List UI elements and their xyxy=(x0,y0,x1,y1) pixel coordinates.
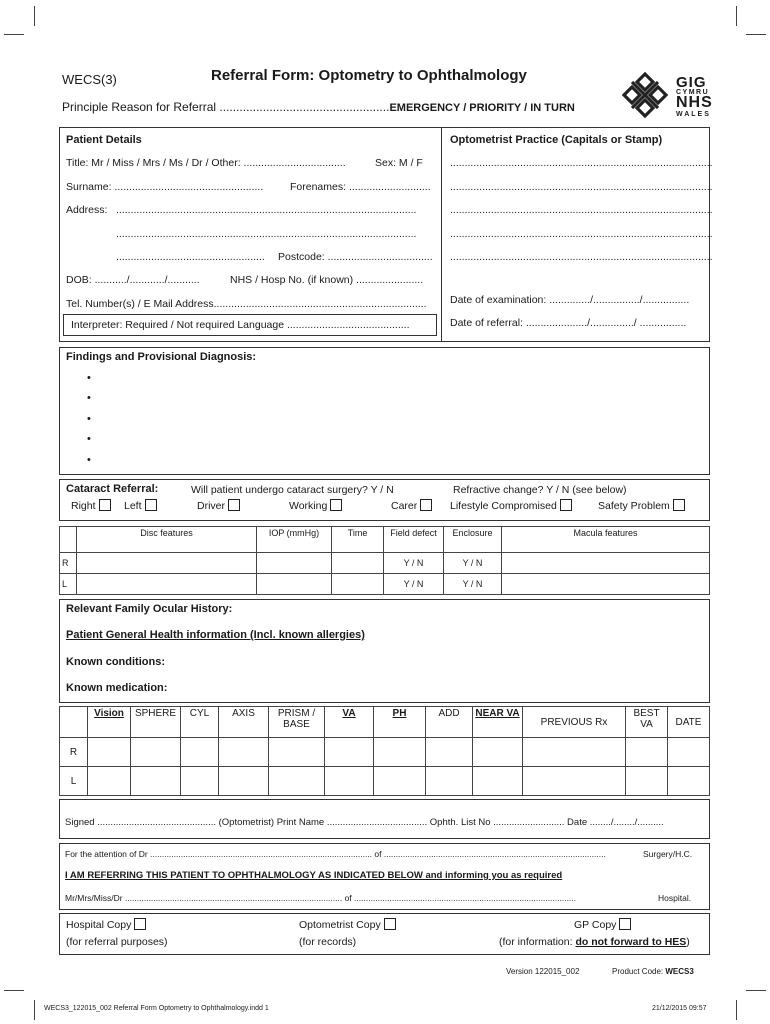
nhs-wales-logo xyxy=(620,70,720,122)
print-datetime: 21/12/2015 09:57 xyxy=(652,1005,707,1012)
patient-details-heading: Patient Details xyxy=(66,134,142,146)
refraction-cell[interactable] xyxy=(626,767,668,796)
product-code-value: WECS3 xyxy=(665,967,694,976)
practice-line[interactable]: .......................................................................................... xyxy=(450,181,713,193)
patient-nhs-number-field[interactable]: NHS / Hosp No. (if known) ....................... xyxy=(230,274,424,286)
gp-copy-checkbox[interactable] xyxy=(619,918,631,930)
exam-date-field[interactable]: Date of examination: ............../................/................ xyxy=(450,294,690,306)
refraction-cell[interactable] xyxy=(269,738,325,767)
findings-bullet[interactable]: • xyxy=(87,392,91,404)
optometrist-copy-checkbox[interactable] xyxy=(384,918,396,930)
refraction-header-row xyxy=(60,707,710,738)
refraction-cell[interactable] xyxy=(374,767,426,796)
lifestyle-label: Lifestyle Compromised xyxy=(450,500,557,512)
patient-address-label: Address: xyxy=(66,204,108,216)
eye-table-header: Macula features xyxy=(502,527,710,553)
gp-copy-note xyxy=(499,936,690,948)
findings-bullet[interactable]: • xyxy=(87,372,91,384)
hospital-copy-option[interactable] xyxy=(66,918,146,931)
refraction-cell[interactable] xyxy=(131,767,181,796)
attention-surgery-label: Surgery/H.C. xyxy=(643,849,693,859)
findings-bullet[interactable]: • xyxy=(87,433,91,445)
gp-copy-label: GP Copy xyxy=(574,919,617,931)
refraction-cell[interactable] xyxy=(181,767,219,796)
refraction-header: PRISM / BASE xyxy=(269,707,325,738)
patient-title-field[interactable]: Title: Mr / Miss / Mrs / Ms / Dr / Other: ................................... xyxy=(66,157,346,169)
referral-reason xyxy=(62,100,575,114)
practice-heading: Optometrist Practice (Capitals or Stamp) xyxy=(450,134,663,146)
refraction-cell[interactable] xyxy=(523,738,626,767)
referral-reason-label: Principle Reason for Referral ................................................... xyxy=(62,100,390,114)
eye-table-header: Enclosure xyxy=(444,527,502,553)
eye-table-cell[interactable]: Y / N xyxy=(384,553,444,574)
right-eye-option[interactable] xyxy=(71,499,111,512)
refraction-cell[interactable] xyxy=(426,767,473,796)
refraction-cell[interactable] xyxy=(473,767,523,796)
practice-line[interactable]: .......................................................................................... xyxy=(450,204,713,216)
gp-copy-option[interactable] xyxy=(574,918,631,931)
known-medication-label: Known medication: xyxy=(66,682,168,694)
eye-table-header-row xyxy=(60,527,710,553)
practice-line[interactable]: .......................................................................................... xyxy=(450,228,713,240)
refraction-cell[interactable] xyxy=(426,738,473,767)
right-eye-checkbox[interactable] xyxy=(99,499,111,511)
safety-checkbox[interactable] xyxy=(673,499,685,511)
findings-box xyxy=(59,347,710,475)
hospital-copy-label: Hospital Copy xyxy=(66,919,132,931)
eye-table-header: IOP (mmHg) xyxy=(257,527,332,553)
left-eye-checkbox[interactable] xyxy=(145,499,157,511)
refraction-header: PH xyxy=(374,707,426,738)
refraction-cell[interactable] xyxy=(473,738,523,767)
findings-bullet[interactable]: • xyxy=(87,413,91,425)
eye-table-cell: L xyxy=(60,574,77,595)
patient-surname-field[interactable]: Surname: ................................................... xyxy=(66,181,264,193)
refraction-header: AXIS xyxy=(219,707,269,738)
logo-cymru: CYMRU xyxy=(676,89,710,96)
refractive-change-question[interactable]: Refractive change? Y / N (see below) xyxy=(453,484,627,496)
refraction-cell[interactable] xyxy=(668,767,710,796)
patient-postcode-field[interactable]: Postcode: .................................... xyxy=(278,251,433,263)
findings-bullet[interactable]: • xyxy=(87,454,91,466)
eye-table-cell[interactable] xyxy=(77,574,257,595)
general-health-heading: Patient General Health information (Incl. known allergies) xyxy=(66,629,365,641)
gp-copy-note-start: (for information: xyxy=(499,936,576,948)
patient-address-line2[interactable]: ....................................................................................................... xyxy=(116,228,417,240)
hospital-copy-note: (for referral purposes) xyxy=(66,936,168,948)
refraction-cell[interactable] xyxy=(131,738,181,767)
lifestyle-option[interactable] xyxy=(450,499,572,512)
findings-heading: Findings and Provisional Diagnosis: xyxy=(66,351,257,363)
cataract-heading: Cataract Referral: xyxy=(66,483,159,495)
patient-contact-field[interactable]: Tel. Number(s) / E Mail Address......................................................................... xyxy=(66,298,427,310)
eye-table-header: Time xyxy=(332,527,384,553)
lifestyle-checkbox[interactable] xyxy=(560,499,572,511)
safety-option[interactable] xyxy=(598,499,685,512)
celtic-knot-icon xyxy=(620,70,670,120)
refraction-header: VA xyxy=(325,707,374,738)
eye-table-cell[interactable] xyxy=(257,574,332,595)
refraction-cell[interactable] xyxy=(219,767,269,796)
refraction-header: CYL xyxy=(181,707,219,738)
refraction-cell[interactable] xyxy=(523,767,626,796)
refraction-header: DATE xyxy=(668,707,710,738)
eye-table-header: Disc features xyxy=(77,527,257,553)
optometrist-copy-label: Optometrist Copy xyxy=(299,919,381,931)
refraction-cell[interactable] xyxy=(219,738,269,767)
interpreter-field[interactable]: Interpreter: Required / Not required Language .......................................... xyxy=(71,319,410,331)
patient-address-line1[interactable]: ....................................................................................................... xyxy=(116,204,417,216)
refraction-header: NEAR VA xyxy=(473,707,523,738)
right-eye-label: Right xyxy=(71,500,96,512)
practice-line[interactable]: .......................................................................................... xyxy=(450,157,713,169)
driver-label: Driver xyxy=(197,500,225,512)
eye-table-cell[interactable]: Y / N xyxy=(384,574,444,595)
logo-wales: WALES xyxy=(676,111,711,118)
eye-table-cell[interactable] xyxy=(257,553,332,574)
refraction-header: Vision xyxy=(88,707,131,738)
signature-line[interactable]: Signed ............................................. (Optometrist) Print Name ...................................... Ophth. List No ........................... Date ......../......../.......... xyxy=(65,817,664,828)
carer-option[interactable] xyxy=(391,499,432,512)
crop-mark xyxy=(746,34,766,35)
refraction-cell[interactable] xyxy=(668,738,710,767)
attention-hospital-label: Hospital. xyxy=(658,893,692,903)
crop-mark xyxy=(34,6,35,26)
carer-checkbox[interactable] xyxy=(420,499,432,511)
eye-table-cell[interactable]: Y / N xyxy=(444,553,502,574)
patient-dob-field[interactable]: DOB: .........../............/........... xyxy=(66,274,200,286)
refraction-cell[interactable] xyxy=(88,767,131,796)
working-option[interactable] xyxy=(289,499,342,512)
eye-table-cell[interactable] xyxy=(502,574,710,595)
refraction-cell[interactable] xyxy=(626,738,668,767)
carer-label: Carer xyxy=(391,500,418,512)
left-eye-option[interactable] xyxy=(124,499,157,512)
refraction-eye-label: R xyxy=(60,738,88,767)
crop-mark xyxy=(736,1000,737,1020)
eye-table-cell[interactable] xyxy=(77,553,257,574)
working-label: Working xyxy=(289,500,328,512)
eye-table-header: Field defect xyxy=(384,527,444,553)
refraction-table xyxy=(59,706,710,796)
eye-table-row xyxy=(60,553,710,574)
gp-copy-warning: do not forward to HES xyxy=(575,936,687,948)
referral-date-field[interactable]: Date of referral: ...................../.............../ ................ xyxy=(450,317,687,329)
patient-forenames-field[interactable]: Forenames: ............................ xyxy=(290,181,431,193)
hospital-copy-checkbox[interactable] xyxy=(134,918,146,930)
cataract-surgery-question[interactable]: Will patient undergo cataract surgery? Y / N xyxy=(191,484,394,496)
optometrist-copy-note: (for records) xyxy=(299,936,357,948)
attention-consultant-line[interactable]: Mr/Mrs/Miss/Dr ............................................................................................ of .............................................................................................. xyxy=(65,893,577,903)
logo-nhs: NHS xyxy=(676,94,713,111)
refraction-cell[interactable] xyxy=(325,767,374,796)
eye-table-row xyxy=(60,574,710,595)
refraction-cell[interactable] xyxy=(269,767,325,796)
refraction-header: SPHERE xyxy=(131,707,181,738)
referral-priority-options: EMERGENCY / PRIORITY / IN TURN xyxy=(389,102,575,114)
refraction-row xyxy=(60,738,710,767)
product-code xyxy=(612,967,694,976)
product-code-label: Product Code: xyxy=(612,967,666,976)
attention-doctor-line[interactable]: For the attention of Dr .............................................................................................. of .............................................................................................. xyxy=(65,849,606,859)
driver-checkbox[interactable] xyxy=(228,499,240,511)
known-conditions-label: Known conditions: xyxy=(66,656,165,668)
driver-option[interactable] xyxy=(197,499,240,512)
eye-table-header xyxy=(60,527,77,553)
refraction-eye-label: L xyxy=(60,767,88,796)
practice-line[interactable]: .......................................................................................... xyxy=(450,251,713,263)
form-code: WECS(3) xyxy=(62,72,117,87)
left-eye-label: Left xyxy=(124,500,142,512)
logo-gig: GIG xyxy=(676,74,707,91)
version-label: Version 122015_002 xyxy=(506,967,580,976)
family-history-heading: Relevant Family Ocular History: xyxy=(66,603,233,615)
patient-sex-field[interactable]: Sex: M / F xyxy=(375,157,423,169)
refraction-header: PREVIOUS Rx xyxy=(523,707,626,738)
refraction-cell[interactable] xyxy=(374,738,426,767)
refraction-header: BEST VA xyxy=(626,707,668,738)
gp-copy-note-end: ) xyxy=(686,936,690,948)
eye-table-cell[interactable] xyxy=(502,553,710,574)
crop-mark xyxy=(736,6,737,26)
refraction-row xyxy=(60,767,710,796)
file-name: WECS3_122015_002 Referral Form Optometry to Ophthalmology.indd 1 xyxy=(44,1005,269,1012)
refraction-header xyxy=(60,707,88,738)
patient-address-line3[interactable]: ................................................... xyxy=(116,251,265,263)
refraction-cell[interactable] xyxy=(325,738,374,767)
eye-table-cell: R xyxy=(60,553,77,574)
divider xyxy=(441,127,442,342)
eye-table-cell[interactable] xyxy=(332,553,384,574)
eye-table-cell[interactable] xyxy=(332,574,384,595)
crop-mark xyxy=(4,990,24,991)
page-title: Referral Form: Optometry to Ophthalmology xyxy=(211,67,527,84)
working-checkbox[interactable] xyxy=(330,499,342,511)
eye-examination-table xyxy=(59,526,710,595)
optometrist-copy-option[interactable] xyxy=(299,918,396,931)
crop-mark xyxy=(746,990,766,991)
refraction-header: ADD xyxy=(426,707,473,738)
refraction-cell[interactable] xyxy=(181,738,219,767)
crop-mark xyxy=(34,1000,35,1020)
refraction-cell[interactable] xyxy=(88,738,131,767)
safety-label: Safety Problem xyxy=(598,500,670,512)
crop-mark xyxy=(4,34,24,35)
referral-statement: I AM REFERRING THIS PATIENT TO OPHTHALMOLOGY AS INDICATED BELOW and informing you as required xyxy=(65,870,563,881)
eye-table-cell[interactable]: Y / N xyxy=(444,574,502,595)
